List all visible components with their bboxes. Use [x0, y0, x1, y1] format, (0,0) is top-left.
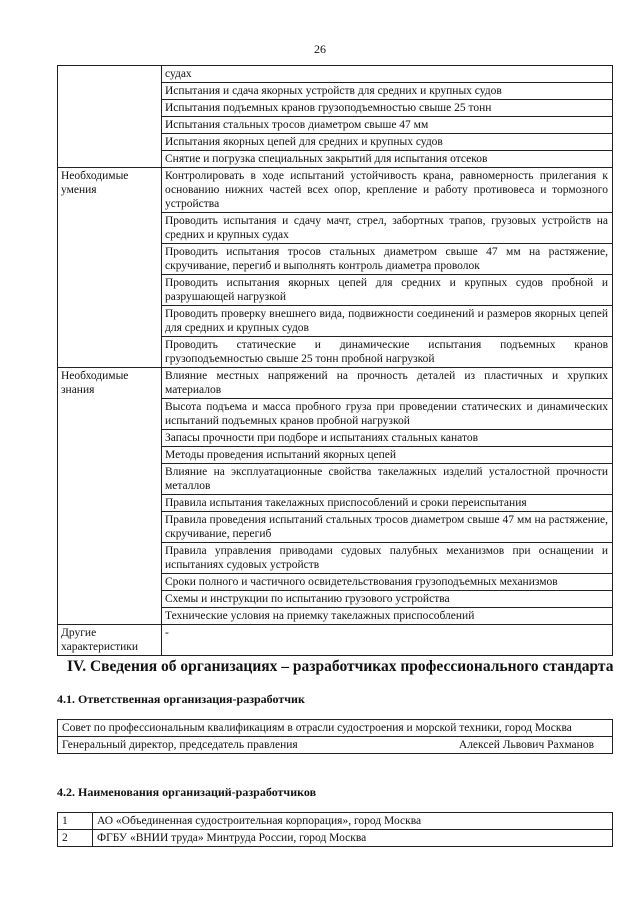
row-content: Правила управления приводами судовых палубных механизмов при оснащении и испытаниях судовых устройств [162, 543, 613, 574]
row-content: Проводить испытания тросов стальных диаметром свыше 47 мм на растяжение, скручивание, перегиб и выполнять контроль диаметра проволок [162, 244, 613, 275]
developer-org-name: ФГБУ «ВНИИ труда» Минтруда России, город Москва [93, 830, 613, 847]
row-content: - [162, 625, 613, 656]
developer-org-num: 2 [58, 830, 93, 847]
row-group-label: Другие характеристики [58, 625, 162, 656]
row-content: Испытания и сдача якорных устройств для средних и крупных судов [162, 83, 613, 100]
row-content: Проводить испытания и сдачу мачт, стрел, забортных трапов, грузовых устройств на средних и крупных судах [162, 213, 613, 244]
row-group-label: Необходимые умения [58, 168, 162, 368]
developer-org-row [58, 830, 613, 847]
section-4-2-heading: 4.2. Наименования организаций-разработчиков [57, 785, 317, 799]
responsible-org-name: Совет по профессиональным квалификациям в отрасли судостроения и морской техники, город Москва [58, 720, 613, 737]
row-content: Испытания стальных тросов диаметром свыше 47 мм [162, 117, 613, 134]
row-content: Влияние на эксплуатационные свойства такелажных изделий усталостной прочности металлов [162, 464, 613, 495]
developer-org-name: АО «Объединенная судостроительная корпорация», город Москва [93, 813, 613, 830]
section-iv-heading: IV. Сведения об организациях – разработчиках профессионального стандарта [67, 658, 614, 675]
row-content: Проводить статические и динамические испытания подъемных кранов грузоподъемностью свыше 25 тонн пробной нагрузкой [162, 337, 613, 368]
director-name: Алексей Львович Рахманов [458, 739, 594, 751]
row-content: Влияние местных напряжений на прочность деталей из пластичных и хрупких материалов [162, 368, 613, 399]
director-line [58, 737, 612, 753]
table-row [58, 368, 613, 399]
responsible-org-row [58, 720, 613, 737]
competency-table [57, 65, 613, 656]
row-content: Правила испытания такелажных приспособлений и сроки переиспытания [162, 495, 613, 512]
row-group-label: Необходимые знания [58, 368, 162, 625]
developer-org-num: 1 [58, 813, 93, 830]
row-content: Схемы и инструкции по испытанию грузового устройства [162, 591, 613, 608]
developer-org-row [58, 813, 613, 830]
row-content: Правила проведения испытаний стальных тросов диаметром свыше 47 мм на растяжение, скручивание, перегиб [162, 512, 613, 543]
row-content: Контролировать в ходе испытаний устойчивость крана, равномерность прилегания к основанию нижних частей всех опор, крепление и работу противовеса и тормозного устройства [162, 168, 613, 213]
row-content: Проводить испытания якорных цепей для средних и крупных судов пробной и разрушающей нагрузкой [162, 275, 613, 306]
row-content: Сроки полного и частичного освидетельствования грузоподъемных механизмов [162, 574, 613, 591]
developer-orgs-table [57, 812, 613, 847]
table-row [58, 625, 613, 656]
competency-table-body [58, 66, 613, 656]
row-content: Проводить проверку внешнего вида, подвижности соединений и размеров якорных цепей для средних и крупных судов [162, 306, 613, 337]
row-content: Снятие и погрузка специальных закрытий для испытания отсеков [162, 151, 613, 168]
row-group-label [58, 66, 162, 168]
row-content: Методы проведения испытаний якорных цепей [162, 447, 613, 464]
row-content: Высота подъема и масса пробного груза при проведении статических и динамических испытаний подъемных кранов пробной нагрузкой [162, 399, 613, 430]
director-row [58, 737, 613, 754]
table-row [58, 66, 613, 83]
section-4-1-heading: 4.1. Ответственная организация-разработчик [57, 692, 305, 706]
responsible-org-table [57, 719, 613, 754]
director-position: Генеральный директор, председатель правления [62, 739, 298, 751]
table-row [58, 168, 613, 213]
page-number: 26 [314, 42, 326, 56]
row-content: Испытания якорных цепей для средних и крупных судов [162, 134, 613, 151]
row-content: Технические условия на приемку такелажных приспособлений [162, 608, 613, 625]
row-content: судах [162, 66, 613, 83]
row-content: Запасы прочности при подборе и испытаниях стальных канатов [162, 430, 613, 447]
row-content: Испытания подъемных кранов грузоподъемностью свыше 25 тонн [162, 100, 613, 117]
